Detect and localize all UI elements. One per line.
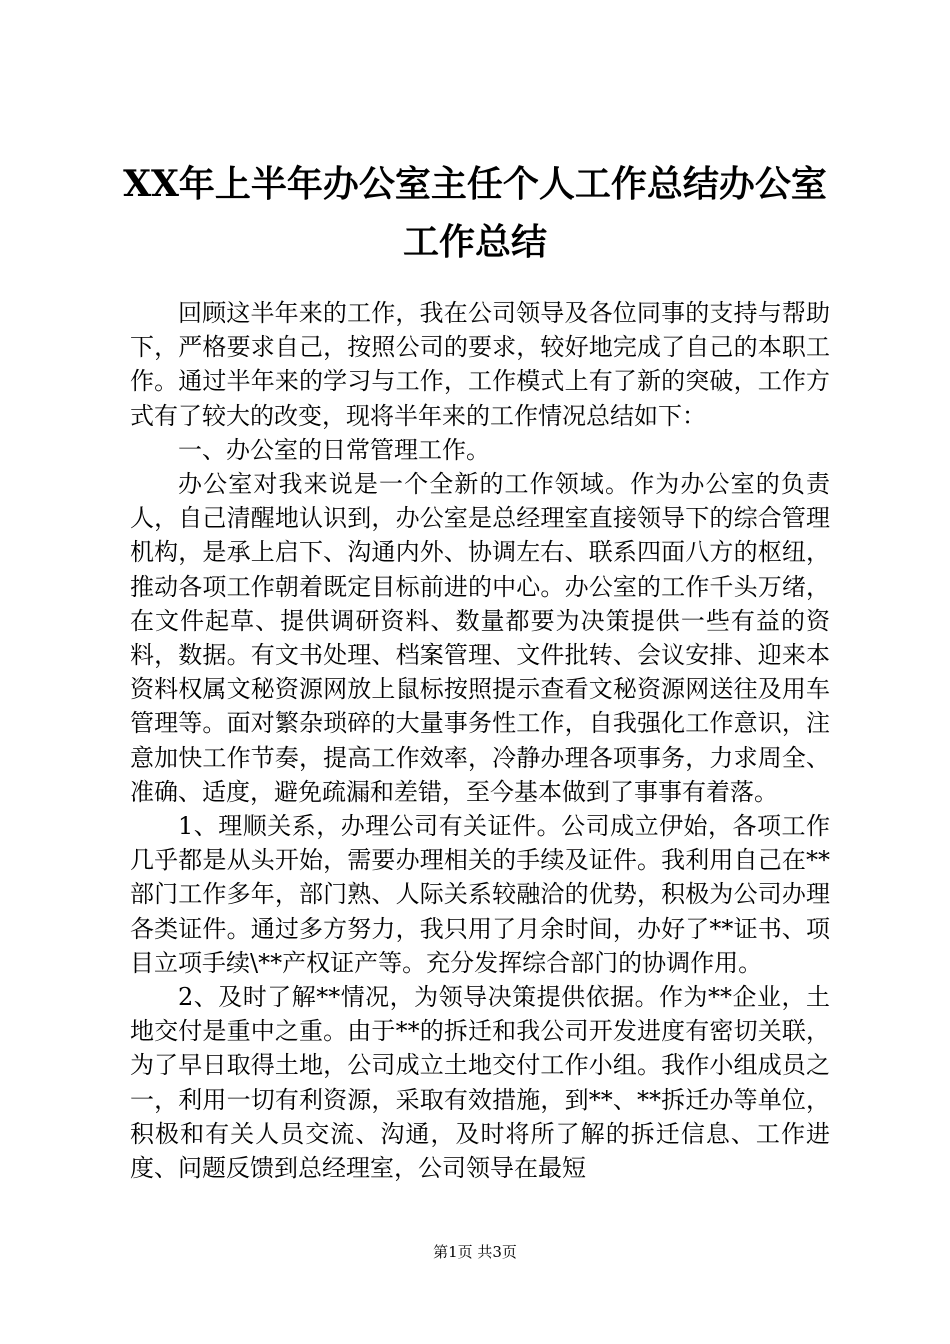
section-heading-1: 一、办公室的日常管理工作。 <box>178 435 490 464</box>
paragraph-item-1: 1、理顺关系，办理公司有关证件。公司成立伊始，各项工作几乎都是从头开始，需要办理相关的手续及证件。我利用自己在**部门工作多年，部门熟、人际关系较融洽的优势，积极为公司办理各类证件。通过多方努力，我只用了月余时间，办好了**证书、项目立项手续\**产权证产等。充分发挥综合部门的协调作用。 <box>130 812 830 977</box>
paragraph-item-2: 2、及时了解**情况，为领导决策提供依据。作为**企业，土地交付是重中之重。由于**的拆迁和我公司开发进度有密切关联，为了早日取得土地，公司成立土地交付工作小组。我作小组成员之一，利用一切有利资源，采取有效措施，到**、**拆迁办等单位，积极和有关人员交流、沟通，及时将所了解的拆迁信息、工作进度、问题反馈到总经理室，公司领导在最短 <box>130 983 830 1183</box>
document-body <box>130 296 830 1185</box>
document-title-line-2: 工作总结 <box>402 221 547 263</box>
page-number-footer: 第1页 共3页 <box>433 1243 517 1261</box>
paragraph-office-management: 办公室对我来说是一个全新的工作领域。作为办公室的负责人，自己清醒地认识到，办公室是总经理室直接领导下的综合管理机构，是承上启下、沟通内外、协调左右、联系四面八方的枢纽，推动各项工作朝着既定目标前进的中心。办公室的工作千头万绪，在文件起草、提供调研资料、数量都要为决策提供一些有益的资料，数据。有文书处理、档案管理、文件批转、会议安排、迎来本资料权属文秘资源网放上鼠标按照提示查看文秘资源网送往及用车管理等。面对繁杂琐碎的大量事务性工作，自我强化工作意识，注意加快工作节奏，提高工作效率，冷静办理各项事务，力求周全、准确、适度，避免疏漏和差错，至今基本做到了事事有着落。 <box>130 470 830 806</box>
paragraph-intro: 回顾这半年来的工作，我在公司领导及各位同事的支持与帮助下，严格要求自己，按照公司的要求，较好地完成了自己的本职工作。通过半年来的学习与工作，工作模式上有了新的突破，工作方式有了较大的改变，现将半年来的工作情况总结如下： <box>130 299 830 430</box>
document-title-line-1: XX年上半年办公室主任个人工作总结办公室 <box>123 163 827 205</box>
